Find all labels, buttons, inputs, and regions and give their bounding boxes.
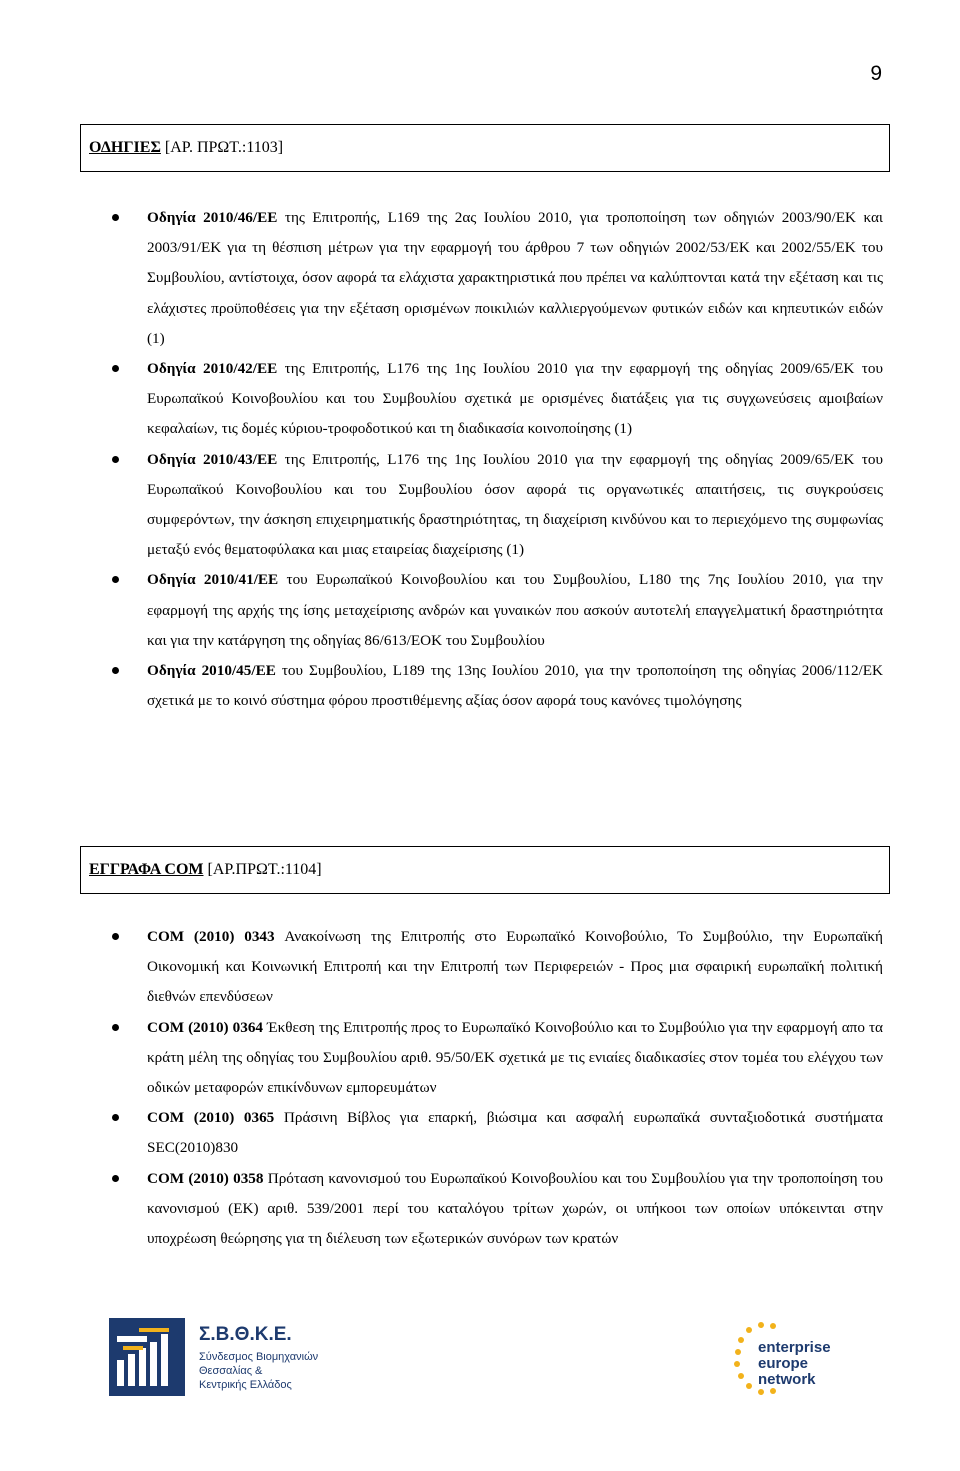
item-code: Οδηγία 2010/41/ΕΕ (147, 571, 279, 589)
section-heading-ref: [ΑΡ. ΠΡΩΤ.:1103] (160, 139, 284, 156)
list-item (147, 565, 883, 656)
item-text: του Συμβουλίου, L189 της 13ης Ιουλίου 2010, για την τροποποίηση της οδηγίας 2006/112/ΕΚ σχετικά με το κοινό σύστημα φόρου προστιθέμενης αξίας όσον αφορά τους κανόνες τιμολόγησης (147, 662, 884, 710)
item-text: Ανακοίνωση της Επιτροπής στο Ευρωπαϊκό Κοινοβούλιο, Το Συμβούλιο, την Ευρωπαϊκή Οικονομική και Κοινωνική Επιτροπή και την Επιτροπή των Περιφερειών - Προς μια σφαιρική ευρωπαϊκή πολιτική διεθνών επενδύσεων (147, 928, 883, 1006)
section-heading-directives (80, 124, 890, 172)
section-heading-label: ΟΔΗΓΙΕΣ (89, 139, 161, 156)
page-number: 9 (870, 62, 882, 85)
item-text: της Επιτροπής, L176 της 1ης Ιουλίου 2010 για την εφαρμογή της οδηγίας 2009/65/ΕΚ του Ευρωπαϊκού Κοινοβουλίου και του Συμβουλίου όσον αφορά τις οργανωτικές απαιτήσεις, τις συγκρούσεις συμφερόντων, την άσκηση επιχειρηματικής δραστηριότητας, τη διαχείριση κινδύνου και το περιεχόμενο της συμφωνίας μεταξύ ενός θεματοφύλακα και μιας εταιρείας διαχείρισης (1) (147, 450, 883, 559)
logo-text-line: Σύνδεσμος Βιομηχανιών (199, 1351, 319, 1363)
list-item (147, 1164, 883, 1255)
sbthke-logo (109, 1318, 319, 1398)
logo-text-line: network (758, 1371, 816, 1388)
list-item (147, 656, 883, 716)
com-documents-list (147, 922, 883, 1254)
item-text: του Ευρωπαϊκού Κοινοβουλίου και του Συμβουλίου, L180 της 7ης Ιουλίου 2010, για την εφαρμογή της αρχής της ίσης μεταχείρισης ανδρών και γυναικών που ασκούν αυτοτελή επαγγελματική δραστηριότητα και για την κατάργηση της οδηγίας 86/613/ΕΟΚ του Συμβουλίου (147, 571, 883, 649)
item-code: Οδηγία 2010/46/ΕΕ (147, 209, 278, 226)
item-code: Οδηγία 2010/43/ΕΕ (147, 450, 278, 468)
directives-list (147, 203, 883, 716)
list-item (147, 445, 883, 566)
logo-text-line: Κεντρικής Ελλάδος (199, 1379, 292, 1391)
item-code: COM (2010) 0364 (147, 1018, 264, 1036)
list-item (147, 1013, 883, 1104)
list-item (147, 922, 883, 1013)
item-code: Οδηγία 2010/42/ΕΕ (147, 360, 278, 378)
list-item (147, 1103, 883, 1163)
section-heading-com-documents (80, 846, 890, 894)
section-heading-label: ΕΓΓΡΑΦΑ COM (89, 861, 204, 878)
item-code: COM (2010) 0365 (147, 1109, 275, 1127)
item-code: Οδηγία 2010/45/ΕΕ (147, 662, 276, 680)
item-text: Πράσινη Βίβλος για επαρκή, βιώσιμα και ασφαλή ευρωπαϊκά συνταξιοδοτικά συστήματα SEC(2010)830 (147, 1109, 884, 1157)
list-item (147, 354, 883, 445)
enterprise-europe-network-logo (732, 1322, 882, 1402)
item-text: της Επιτροπής, L169 της 2ας Ιουλίου 2010, για τροποποίηση των οδηγιών 2003/90/ΕΚ και 2003/91/ΕΚ για τη θέσπιση μέτρων για την εφαρμογή του άρθρου 7 των οδηγιών 2002/53/ΕΚ και 2002/55/ΕΚ του Συμβουλίου, αντίστοιχα, όσον αφορά τα ελάχιστα χαρακτηριστικά που πρέπει να καλύπτονται κατά την εξέταση και τις ελάχιστες προϋποθέσεις για την εξέταση ορισμένων ποικιλιών καλλιεργούμενων φυτικών ειδών και κηπευτικών ειδών (1) (147, 209, 884, 347)
logo-text-line: enterprise (758, 1339, 831, 1356)
logo-text-line: europe (758, 1355, 809, 1372)
list-item (147, 203, 883, 354)
logo-text-line: Θεσσαλίας & (199, 1365, 263, 1377)
logo-title: Σ.Β.Θ.Κ.Ε. (199, 1324, 292, 1345)
item-text: Έκθεση της Επιτροπής προς το Ευρωπαϊκό Κοινοβούλιο και το Συμβούλιο για την εφαρμογή απο τα κράτη μέλη της οδηγίας του Συμβουλίου αριθ. 95/50/ΕΚ σχετικά με τις ενιαίες διαδικασίες στον τομέα του ελέγχου των οδικών μεταφορών επικίνδυνων εμπορευμάτων (147, 1018, 884, 1097)
item-text: της Επιτροπής, L176 της 1ης Ιουλίου 2010 για την εφαρμογή της οδηγίας 2009/65/ΕΚ του Ευρωπαϊκού Κοινοβουλίου και του Συμβουλίου σχετικά με ορισμένες διατάξεις για τις συγχωνεύσεις αμοιβαίων κεφαλαίων, τις δομές κύριου-τροφοδοτικού και τη διαδικασία κοινοποίησης (1) (147, 360, 883, 438)
item-code: COM (2010) 0343 (147, 928, 275, 945)
item-code: COM (2010) 0358 (147, 1169, 264, 1187)
item-text: Πρόταση κανονισμού του Ευρωπαϊκού Κοινοβουλίου και του Συμβουλίου για την τροποποίηση του κανονισμού (ΕΚ) αριθ. 539/2001 περί του καταλόγου τρίτων χωρών, οι υπήκοοι των οποίων υπόκεινται στην υποχρέωση θεώρησης για τη διέλευση των εξωτερικών συνόρων των κρατών (147, 1169, 884, 1248)
section-heading-ref: [ΑΡ.ΠΡΩΤ.:1104] (203, 861, 322, 878)
